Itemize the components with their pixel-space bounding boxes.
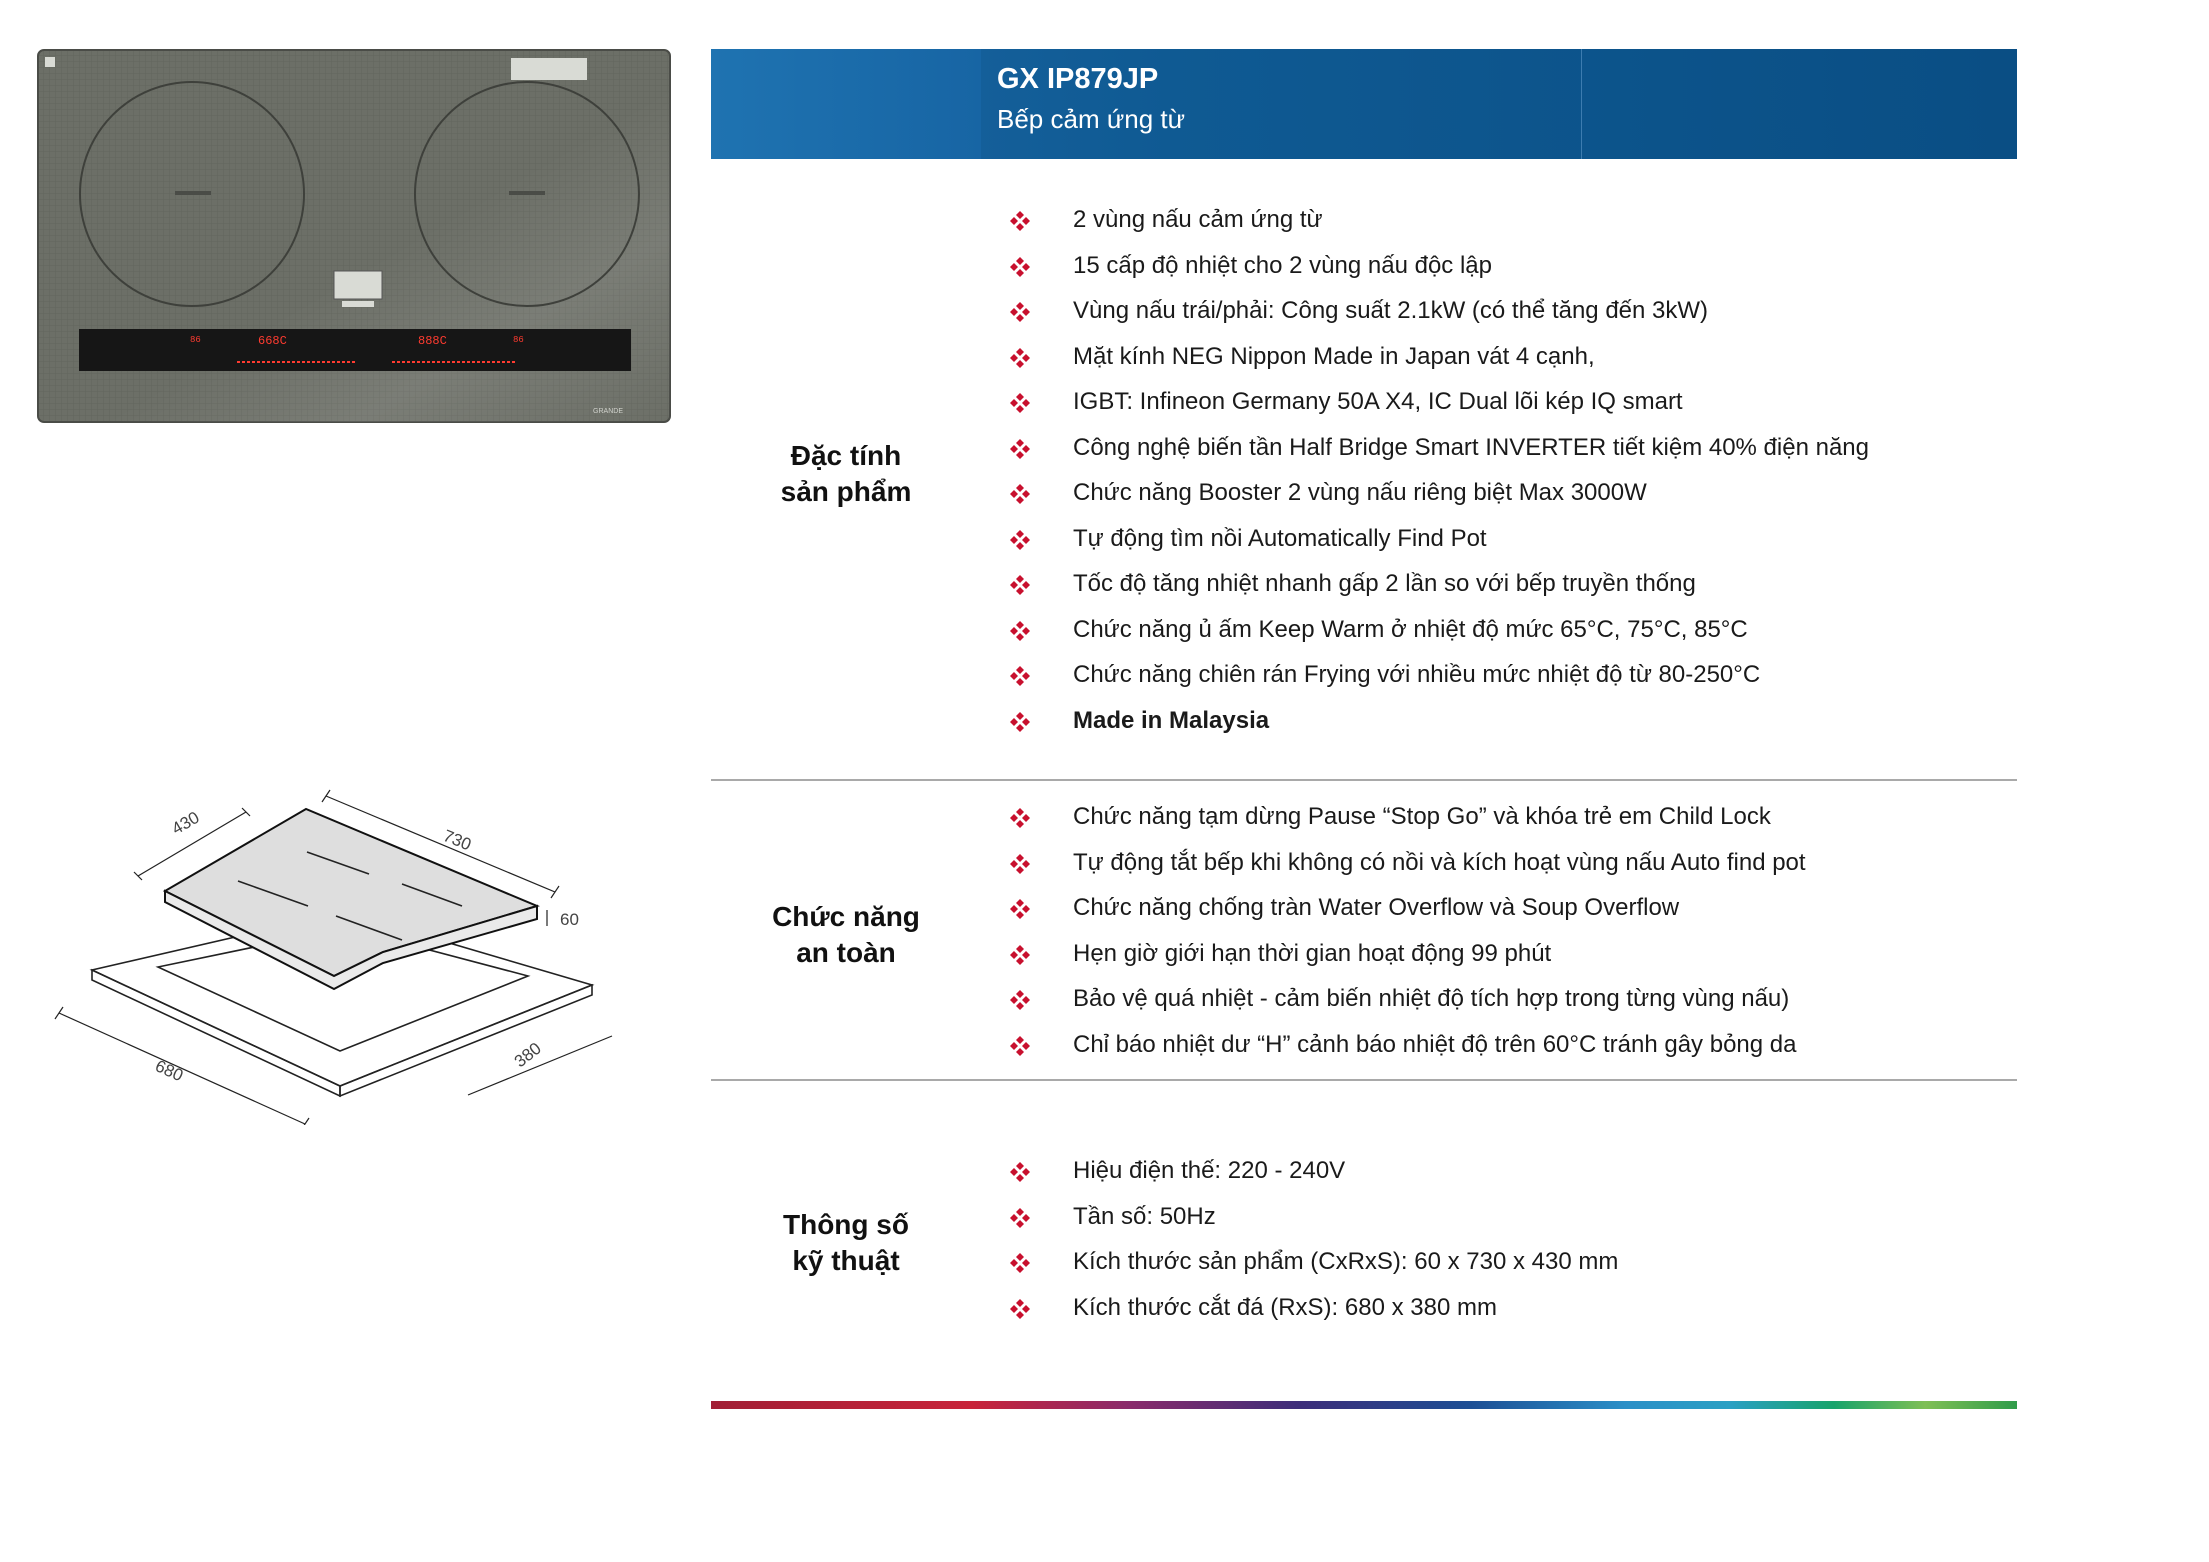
dim-cutout-width: 680 — [152, 1056, 187, 1086]
list-item — [1009, 388, 1869, 434]
diamond-bullet-icon — [1009, 989, 1031, 1011]
safety-list — [1009, 803, 1806, 1076]
diamond-bullet-icon — [1009, 1207, 1031, 1229]
dim-width: 730 — [440, 826, 474, 855]
list-item — [1009, 479, 1869, 525]
section-title-line: Chức năng — [772, 901, 920, 932]
list-item-text: Công nghệ biến tần Half Bridge Smart INVERTER tiết kiệm 40% điện năng — [1073, 433, 1869, 461]
diamond-bullet-icon — [1009, 483, 1031, 505]
list-item-text: 15 cấp độ nhiệt cho 2 vùng nấu độc lập — [1073, 251, 1492, 279]
list-item-text: Chỉ báo nhiệt dư “H” cảnh báo nhiệt độ trên 60°C tránh gây bỏng da — [1073, 1030, 1797, 1058]
diamond-bullet-icon — [1009, 438, 1031, 460]
diamond-bullet-icon — [1009, 620, 1031, 642]
product-name: Bếp cảm ứng từ — [997, 104, 1186, 134]
diamond-bullet-icon — [1009, 392, 1031, 414]
header-divider — [1581, 49, 1582, 159]
section-divider — [711, 779, 2017, 781]
list-item-text: Chức năng chống tràn Water Overflow và Soup Overflow — [1073, 894, 1680, 921]
header-left-cell — [711, 49, 981, 159]
list-item — [1009, 1248, 1618, 1294]
list-item-text: Tốc độ tăng nhiệt nhanh gấp 2 lần so với bếp truyền thống — [1073, 570, 1696, 597]
section-title-line: Thông số — [783, 1209, 909, 1240]
section-title-line: kỹ thuật — [792, 1245, 900, 1276]
logo-icon — [45, 57, 55, 67]
list-item-text: Chức năng ủ ấm Keep Warm ở nhiệt độ mức 65°C, 75°C, 85°C — [1073, 615, 1748, 643]
diamond-bullet-icon — [1009, 665, 1031, 687]
timer-right: 86 — [513, 335, 524, 345]
list-item — [1009, 297, 1869, 343]
diamond-bullet-icon — [1009, 898, 1031, 920]
list-item — [1009, 1157, 1618, 1203]
model-code: GX IP879JP — [997, 63, 1159, 95]
section-title-safety — [711, 899, 981, 971]
list-item-text: Chức năng chiên rán Frying với nhiều mức nhiệt độ từ 80-250°C — [1073, 661, 1761, 688]
list-item-text: Hiệu điện thế: 220 - 240V — [1073, 1157, 1346, 1184]
list-item-text: Made in Malaysia — [1073, 706, 1270, 734]
list-item — [1009, 1031, 1806, 1077]
diamond-bullet-icon — [1009, 1161, 1031, 1183]
cooktop-photo — [37, 49, 671, 423]
diamond-bullet-icon — [1009, 853, 1031, 875]
features-list — [1009, 206, 1869, 752]
list-item — [1009, 570, 1869, 616]
list-item-text: 2 vùng nấu cảm ứng từ — [1073, 206, 1323, 233]
list-item — [1009, 803, 1806, 849]
diamond-bullet-icon — [1009, 944, 1031, 966]
list-item-text: IGBT: Infineon Germany 50A X4, IC Dual lõi kép IQ smart — [1073, 388, 1683, 415]
section-title-line: Đặc tính — [790, 440, 902, 471]
list-item-text: Chức năng Booster 2 vùng nấu riêng biệt Max 3000W — [1073, 479, 1647, 506]
dim-height: 60 — [560, 910, 579, 929]
list-item — [1009, 343, 1869, 389]
diamond-bullet-icon — [1009, 1035, 1031, 1057]
list-item-text: Tự động tìm nồi Automatically Find Pot — [1073, 524, 1487, 552]
list-item — [1009, 525, 1869, 571]
diamond-bullet-icon — [1009, 210, 1031, 232]
diamond-bullet-icon — [1009, 347, 1031, 369]
timer-left: 86 — [190, 335, 201, 345]
list-item-text: Kích thước cắt đá (RxS): 680 x 380 mm — [1073, 1293, 1497, 1321]
diamond-bullet-icon — [1009, 256, 1031, 278]
diamond-bullet-icon — [1009, 711, 1031, 733]
list-item — [1009, 985, 1806, 1031]
display-left-temp: 668C — [258, 334, 287, 348]
list-item-text: Tần số: 50Hz — [1073, 1202, 1216, 1230]
list-item-text: Tự động tắt bếp khi không có nồi và kích hoạt vùng nấu Auto find pot — [1073, 848, 1806, 876]
diamond-bullet-icon — [1009, 1252, 1031, 1274]
display-right-temp: 888C — [418, 334, 447, 348]
list-item — [1009, 1203, 1618, 1249]
list-item — [1009, 894, 1806, 940]
section-title-specs — [711, 1207, 981, 1279]
section-title-line: sản phẩm — [780, 476, 912, 507]
list-item-text: Vùng nấu trái/phải: Công suất 2.1kW (có thể tăng đến 3kW) — [1073, 297, 1709, 324]
list-item-text: Bảo vệ quá nhiệt - cảm biến nhiệt độ tích hợp trong từng vùng nấu) — [1073, 985, 1790, 1012]
list-item — [1009, 661, 1869, 707]
list-item-text: Chức năng tạm dừng Pause “Stop Go” và khóa trẻ em Child Lock — [1073, 803, 1771, 830]
list-item — [1009, 1294, 1618, 1340]
list-item — [1009, 434, 1869, 480]
diamond-bullet-icon — [1009, 1298, 1031, 1320]
section-divider — [711, 1079, 2017, 1081]
section-title-features — [711, 438, 981, 510]
section-title-line: an toàn — [796, 937, 896, 968]
list-item — [1009, 206, 1869, 252]
spec-table — [711, 49, 2017, 1409]
diamond-bullet-icon — [1009, 301, 1031, 323]
list-item — [1009, 707, 1869, 753]
dim-cutout-depth: 380 — [510, 1038, 545, 1072]
specs-list — [1009, 1157, 1618, 1339]
diamond-bullet-icon — [1009, 529, 1031, 551]
warning-sticker — [511, 58, 587, 80]
list-item — [1009, 849, 1806, 895]
center-label — [334, 271, 382, 299]
list-item-text: Mặt kính NEG Nippon Made in Japan vát 4 cạnh, — [1073, 342, 1595, 370]
dim-depth: 430 — [168, 807, 203, 839]
control-panel — [79, 329, 631, 371]
diamond-bullet-icon — [1009, 574, 1031, 596]
list-item-text: Hẹn giờ giới hạn thời gian hoạt động 99 phút — [1073, 939, 1552, 967]
diamond-bullet-icon — [1009, 807, 1031, 829]
list-item — [1009, 252, 1869, 298]
dimension-drawing — [50, 780, 630, 1125]
list-item-text: Kích thước sản phẩm (CxRxS): 60 x 730 x 430 mm — [1073, 1248, 1619, 1275]
list-item — [1009, 940, 1806, 986]
list-item — [1009, 616, 1869, 662]
footer-color-bar — [711, 1401, 2017, 1409]
brand-logo: GRANDE — [593, 408, 623, 415]
